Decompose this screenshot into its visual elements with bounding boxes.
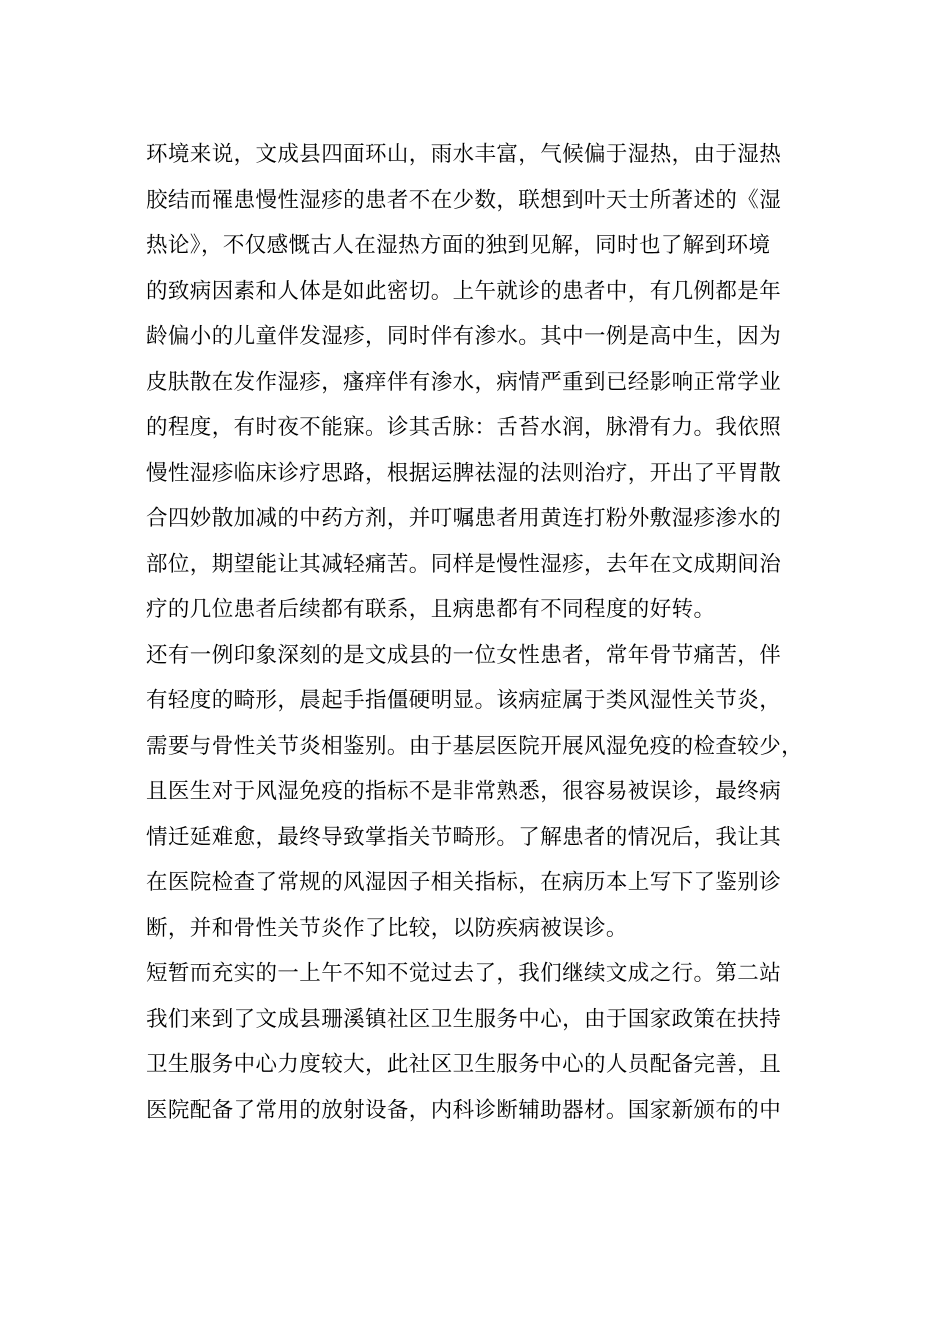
text-line: 短暂而充实的一上午不知不觉过去了，我们继续文成之行。第二站 bbox=[146, 961, 782, 986]
text-line: 环境来说，文成县四面环山，雨水丰富，气候偏于湿热，由于湿热 bbox=[146, 142, 782, 167]
text-line: 医院配备了常用的放射设备，内科诊断辅助器材。国家新颁布的中 bbox=[146, 1097, 782, 1123]
text-line: 需要与骨性关节炎相鉴别。由于基层医院开展风湿免疫的检查较少， bbox=[146, 733, 804, 759]
text-line: 的程度，有时夜不能寐。诊其舌脉：舌苔水润，脉滑有力。我依照 bbox=[146, 415, 782, 440]
text-line: 有轻度的畸形，晨起手指僵硬明显。该病症属于类风湿性关节炎， bbox=[146, 688, 782, 713]
text-line: 还有一例印象深刻的是文成县的一位女性患者，常年骨节痛苦，伴 bbox=[146, 642, 782, 668]
text-line: 部位，期望能让其减轻痛苦。同样是慢性湿疹，去年在文成期间治 bbox=[146, 551, 782, 577]
text-line: 且医生对于风湿免疫的指标不是非常熟悉，很容易被误诊，最终病 bbox=[146, 779, 782, 804]
text-line: 我们来到了文成县珊溪镇社区卫生服务中心，由于国家政策在扶持 bbox=[146, 1006, 782, 1032]
text-line: 慢性湿疹临床诊疗思路，根据运脾祛湿的法则治疗，开出了平胃散 bbox=[146, 460, 782, 486]
paragraph-second-stop bbox=[146, 951, 836, 1133]
text-line: 皮肤散在发作湿疹，瘙痒伴有渗水，病情严重到已经影响正常学业 bbox=[146, 369, 782, 395]
text-line: 断，并和骨性关节炎作了比较，以防疾病被误诊。 bbox=[146, 915, 628, 941]
paragraph-eczema-cases bbox=[146, 132, 836, 633]
text-line: 热论》，不仅感慨古人在湿热方面的独到见解，同时也了解到环境 bbox=[146, 233, 771, 258]
text-line: 在医院检查了常规的风湿因子相关指标，在病历本上写下了鉴别诊 bbox=[146, 870, 782, 895]
text-line: 龄偏小的儿童伴发湿疹，同时伴有渗水。其中一例是高中生，因为 bbox=[146, 324, 782, 349]
text-line: 卫生服务中心力度较大，此社区卫生服务中心的人员配备完善，且 bbox=[146, 1052, 782, 1077]
text-line: 情迁延难愈，最终导致掌指关节畸形。了解患者的情况后，我让其 bbox=[146, 824, 782, 850]
document-body bbox=[146, 132, 836, 1133]
text-line: 的致病因素和人体是如此密切。上午就诊的患者中，有几例都是年 bbox=[146, 278, 782, 304]
text-line: 合四妙散加减的中药方剂，并叮嘱患者用黄连打粉外敷湿疹渗水的 bbox=[146, 506, 782, 531]
text-line: 胶结而罹患慢性湿疹的患者不在少数，联想到叶天士所著述的《湿 bbox=[146, 187, 782, 213]
text-line: 疗的几位患者后续都有联系，且病患都有不同程度的好转。 bbox=[146, 597, 716, 622]
paragraph-arthritis-case bbox=[146, 633, 836, 952]
